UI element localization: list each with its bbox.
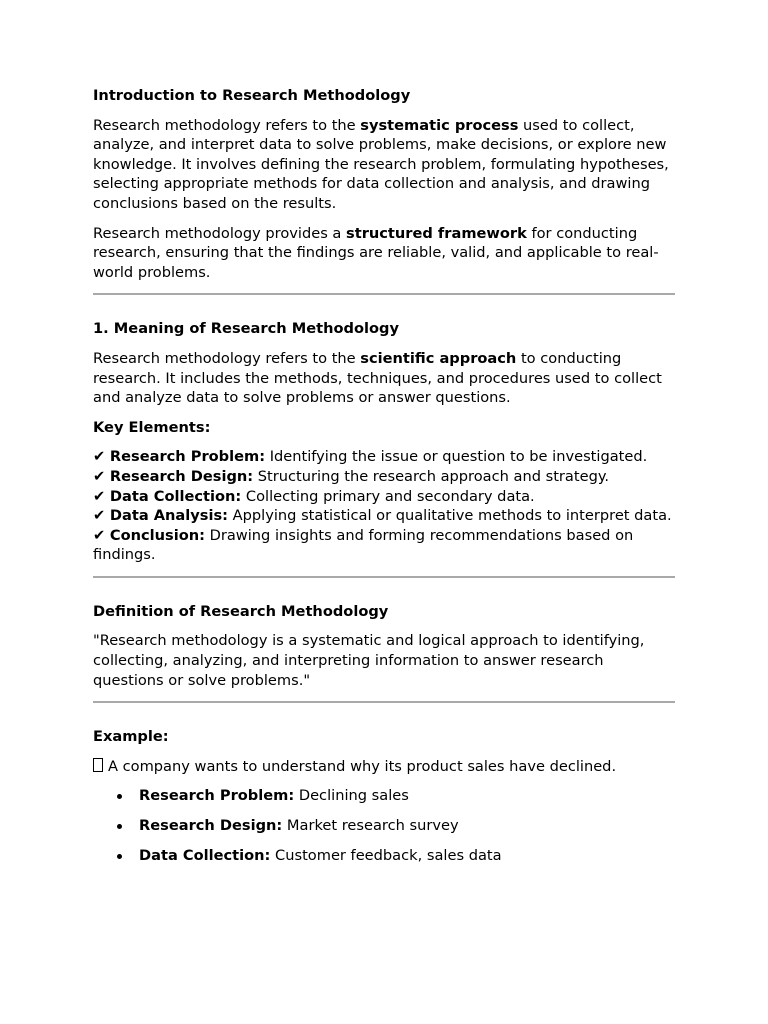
divider-1 xyxy=(93,293,675,295)
example-item-text: Customer feedback, sales data xyxy=(270,846,502,864)
intro-p2-after: for conducting research, ensuring that the findings are reliable, valid, and applicable to real-world problems. xyxy=(93,224,659,281)
example-intro xyxy=(93,757,675,777)
meaning-p1-bold: scientific approach xyxy=(360,349,517,367)
definition-heading: Definition of Research Methodology xyxy=(93,602,389,620)
list-item xyxy=(139,846,675,866)
key-element-label: Data Analysis: xyxy=(109,507,229,525)
key-element-text: Structuring the research approach and strategy. xyxy=(253,467,610,485)
list-item xyxy=(139,816,675,836)
intro-heading: Introduction to Research Methodology xyxy=(93,87,411,104)
definition-section xyxy=(93,602,675,690)
example-item-text: Market research survey xyxy=(282,817,459,835)
key-element-text: Collecting primary and secondary data. xyxy=(241,487,535,505)
key-element-item xyxy=(93,467,675,487)
key-element-item xyxy=(93,506,675,526)
intro-p1-before: Research methodology refers to the xyxy=(93,116,361,134)
example-intro-text: A company wants to understand why its product sales have declined. xyxy=(108,757,617,775)
key-element-label: Research Problem: xyxy=(109,448,266,466)
meaning-p1-after: to conducting research. It includes the methods, techniques, and procedures used to collect and analyze data to solve problems or answer questions. xyxy=(93,349,662,407)
check-icon: ✔ xyxy=(93,526,106,544)
check-icon: ✔ xyxy=(93,467,106,485)
key-elements-list xyxy=(93,447,675,565)
example-section xyxy=(93,727,675,865)
key-element-text: Identifying the issue or question to be investigated. xyxy=(265,448,648,466)
example-item-text: Declining sales xyxy=(294,787,409,805)
definition-quote: "Research methodology is a systematic and logical approach to identifying, collecting, analyzing, and interpreting information to answer research questions or solve problems." xyxy=(93,632,645,689)
key-element-item xyxy=(93,487,675,507)
intro-p1-after: used to collect, analyze, and interpret data to solve problems, make decisions, or explore new knowledge. It involves defining the research problem, formulating hypotheses, selecting appropriate methods for data collection and analysis, and drawing conclusions based on the results. xyxy=(93,116,669,212)
intro-paragraph-2 xyxy=(93,224,675,283)
key-element-text: Drawing insights and forming recommendations based on findings. xyxy=(93,526,634,564)
document-page xyxy=(93,86,675,875)
meaning-p1-before: Research methodology refers to the xyxy=(93,349,361,367)
divider-2 xyxy=(93,576,675,578)
check-icon: ✔ xyxy=(93,448,106,466)
key-element-label: Conclusion: xyxy=(109,526,205,544)
divider-3 xyxy=(93,701,675,703)
check-icon: ✔ xyxy=(93,507,106,525)
meaning-heading: 1. Meaning of Research Methodology xyxy=(93,320,399,338)
missing-glyph-icon xyxy=(93,758,103,772)
key-element-item xyxy=(93,447,675,467)
key-element-label: Research Design: xyxy=(109,467,254,485)
example-list xyxy=(93,786,675,865)
key-element-text: Applying statistical or qualitative methods to interpret data. xyxy=(228,507,672,525)
intro-p2-before: Research methodology provides a xyxy=(93,224,347,242)
key-element-label: Data Collection: xyxy=(109,487,242,505)
intro-paragraph-1 xyxy=(93,116,675,214)
key-elements-title: Key Elements: xyxy=(93,418,211,436)
intro-section xyxy=(93,86,675,282)
list-item xyxy=(139,786,675,806)
intro-p1-bold: systematic process xyxy=(360,116,519,134)
key-element-item xyxy=(93,526,675,565)
check-icon: ✔ xyxy=(93,487,106,505)
meaning-paragraph xyxy=(93,349,675,408)
example-heading: Example: xyxy=(93,728,169,746)
example-item-label: Research Problem: xyxy=(139,787,295,805)
meaning-section xyxy=(93,319,675,565)
intro-p2-bold: structured framework xyxy=(346,224,527,242)
example-item-label: Data Collection: xyxy=(139,846,271,864)
key-elements-heading xyxy=(93,418,675,438)
example-item-label: Research Design: xyxy=(139,817,283,835)
